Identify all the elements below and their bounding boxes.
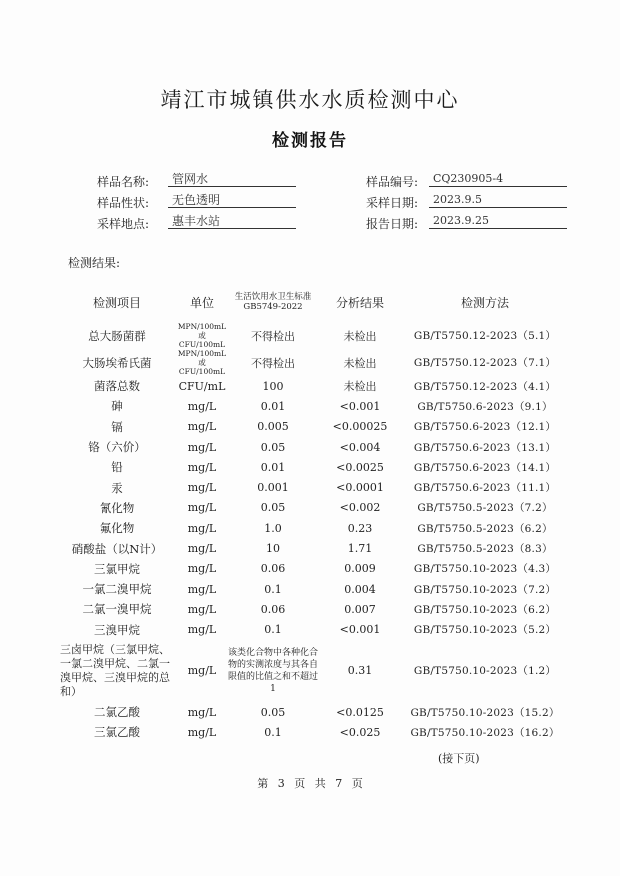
cell-standard: 0.001 — [257, 481, 289, 495]
cell-method: GB/T5750.6-2023（11.1） — [413, 482, 557, 495]
report-date-value: 2023.9.25 — [429, 214, 567, 229]
cell-standard: 10 — [266, 542, 280, 556]
table-row — [58, 518, 568, 538]
report-date-label: 报告日期: — [366, 217, 419, 231]
cell-method: GB/T5750.10-2023（1.2） — [413, 665, 557, 678]
cell-method: GB/T5750.6-2023（13.1） — [413, 441, 557, 454]
cell-standard: 0.005 — [257, 420, 289, 434]
table-row — [58, 498, 568, 518]
sample-no-label: 样品编号: — [366, 175, 419, 189]
cell-method: GB/T5750.6-2023（14.1） — [413, 461, 557, 474]
table-row — [58, 722, 568, 742]
cell-standard: 100 — [262, 379, 284, 393]
cell-item: 一氯二溴甲烷 — [82, 582, 152, 597]
cell-standard: 0.1 — [264, 582, 282, 596]
cell-standard: 0.01 — [260, 399, 286, 413]
table-row — [58, 417, 568, 437]
cell-method: GB/T5750.5-2023（8.3） — [417, 543, 553, 556]
cell-unit: mg/L — [187, 399, 217, 413]
cell-method: GB/T5750.5-2023（6.2） — [417, 522, 553, 535]
cell-result: <0.0001 — [336, 481, 384, 495]
cell-unit: mg/L — [187, 440, 217, 454]
table-row — [58, 457, 568, 477]
cell-item: 铅 — [111, 460, 123, 475]
header-unit: 单位 — [189, 295, 214, 310]
cell-standard: 不得检出 — [251, 356, 295, 370]
cell-standard: 该类化合物中各种化合物的实测浓度与其各自限值的比值之和不超过1 — [228, 647, 319, 694]
table-row — [58, 640, 568, 702]
results-table — [58, 282, 568, 742]
cell-method: GB/T5750.12-2023（5.1） — [413, 330, 557, 342]
cell-method: GB/T5750.5-2023（7.2） — [417, 502, 553, 515]
cell-result: 1.71 — [347, 542, 373, 556]
cell-result: <0.0125 — [336, 705, 384, 719]
cell-result: 0.007 — [344, 602, 376, 616]
cell-method: GB/T5750.10-2023（6.2） — [413, 603, 557, 616]
sample-prop-label: 样品性状: — [97, 196, 150, 210]
cell-result: <0.00025 — [332, 420, 388, 434]
cell-unit: MPN/100mL或CFU/100mL — [177, 322, 227, 349]
table-row — [58, 620, 568, 640]
cell-unit: mg/L — [187, 460, 217, 474]
sample-date-label: 采样日期: — [366, 196, 419, 210]
cell-method: GB/T5750.12-2023（4.1） — [413, 380, 557, 393]
cell-standard: 0.1 — [264, 725, 282, 739]
cell-method: GB/T5750.6-2023（9.1） — [417, 400, 553, 413]
cell-result: 0.009 — [344, 562, 376, 576]
cell-item: 二氯一溴甲烷 — [82, 602, 152, 617]
cell-unit: mg/L — [187, 542, 217, 556]
cell-standard: 不得检出 — [251, 329, 295, 343]
cell-item: 三氯甲烷 — [94, 561, 140, 576]
sample-prop-value: 无色透明 — [168, 193, 296, 208]
cell-item: 硝酸盐（以N计） — [71, 541, 163, 556]
cell-result: 未检出 — [343, 356, 377, 370]
cell-method: GB/T5750.10-2023（4.3） — [413, 563, 557, 576]
cell-unit: mg/L — [187, 623, 217, 637]
cell-method: GB/T5750.6-2023（12.1） — [413, 421, 557, 434]
cell-item: 大肠埃希氏菌 — [82, 355, 152, 370]
cell-item: 二氯乙酸 — [94, 705, 140, 719]
cell-result: <0.001 — [339, 399, 381, 413]
cell-result: 0.31 — [347, 664, 373, 678]
cell-unit: mg/L — [187, 420, 217, 434]
cell-unit: CFU/mL — [178, 379, 226, 393]
cell-method: GB/T5750.10-2023（5.2） — [413, 624, 557, 637]
table-row — [58, 538, 568, 558]
cell-result: <0.001 — [339, 623, 381, 637]
cell-result: 未检出 — [343, 329, 377, 343]
cell-standard: 0.1 — [264, 623, 282, 637]
cell-item: 菌落总数 — [94, 379, 140, 394]
cell-item: 镉 — [111, 419, 123, 434]
table-row — [58, 477, 568, 497]
cell-unit: mg/L — [187, 562, 217, 576]
cell-result: <0.004 — [339, 440, 381, 454]
cell-result: <0.025 — [339, 725, 381, 739]
cell-item: 汞 — [111, 480, 123, 495]
cell-method: GB/T5750.12-2023（7.1） — [413, 357, 557, 369]
sample-name-value: 管网水 — [168, 172, 296, 187]
cell-unit: mg/L — [187, 521, 217, 535]
cell-unit: mg/L — [187, 664, 217, 678]
cell-result: 未检出 — [343, 380, 377, 394]
cell-method: GB/T5750.10-2023（7.2） — [413, 583, 557, 596]
table-row — [58, 376, 568, 396]
cell-result: <0.0025 — [336, 460, 384, 474]
cell-unit: mg/L — [187, 725, 217, 739]
cell-standard: 0.05 — [260, 440, 286, 454]
table-header-row — [58, 282, 568, 322]
cell-result: <0.002 — [339, 501, 381, 515]
cell-unit: MPN/100mL或CFU/100mL — [177, 349, 227, 376]
cell-unit: mg/L — [187, 602, 217, 616]
page-footer: 第 3 页 共 7 页 — [257, 777, 363, 790]
sample-no-value: CQ230905-4 — [429, 172, 567, 187]
table-row — [58, 559, 568, 579]
cell-item: 氰化物 — [99, 500, 135, 515]
cell-standard: 0.05 — [260, 501, 286, 515]
table-row — [58, 702, 568, 722]
table-row — [58, 437, 568, 457]
cell-standard: 1.0 — [264, 521, 282, 535]
cell-unit: mg/L — [187, 705, 217, 719]
table-row — [58, 396, 568, 416]
cell-item: 三卤甲烷（三氯甲烷、一氯二溴甲烷、二氯一溴甲烷、三溴甲烷的总和） — [60, 642, 170, 698]
cell-standard: 0.05 — [260, 705, 286, 719]
cell-result: 0.23 — [347, 521, 373, 535]
continued-note: (接下页) — [438, 752, 480, 765]
sample-site-value: 惠丰水站 — [168, 214, 296, 229]
report-title: 检测报告 — [272, 131, 348, 151]
cell-unit: mg/L — [187, 582, 217, 596]
cell-unit: mg/L — [187, 501, 217, 515]
header-item: 检测项目 — [92, 295, 141, 310]
cell-standard: 0.06 — [260, 562, 286, 576]
table-row — [58, 599, 568, 619]
cell-item: 砷 — [111, 399, 123, 414]
cell-standard: 0.01 — [260, 460, 286, 474]
results-label: 检测结果: — [68, 256, 121, 270]
cell-item: 铬（六价） — [88, 440, 146, 455]
cell-standard: 0.06 — [260, 602, 286, 616]
table-row — [58, 579, 568, 599]
cell-unit: mg/L — [187, 481, 217, 495]
cell-item: 总大肠菌群 — [88, 328, 146, 343]
table-row — [58, 349, 568, 376]
header-standard: 生活饮用水卫生标准GB5749-2022 — [234, 292, 312, 312]
cell-method: GB/T5750.10-2023（16.2） — [410, 726, 560, 739]
cell-item: 三溴甲烷 — [94, 622, 140, 637]
cell-item: 氟化物 — [99, 521, 135, 536]
table-row — [58, 322, 568, 349]
cell-item: 三氯乙酸 — [94, 725, 140, 740]
organization-title: 靖江市城镇供水水质检测中心 — [160, 88, 460, 112]
sample-site-label: 采样地点: — [97, 217, 150, 231]
cell-result: 0.004 — [344, 582, 376, 596]
header-result: 分析结果 — [335, 295, 384, 310]
cell-method: GB/T5750.10-2023（15.2） — [410, 706, 560, 719]
sample-name-label: 样品名称: — [97, 175, 150, 189]
header-method: 检测方法 — [460, 295, 509, 310]
sample-date-value: 2023.9.5 — [429, 193, 567, 208]
